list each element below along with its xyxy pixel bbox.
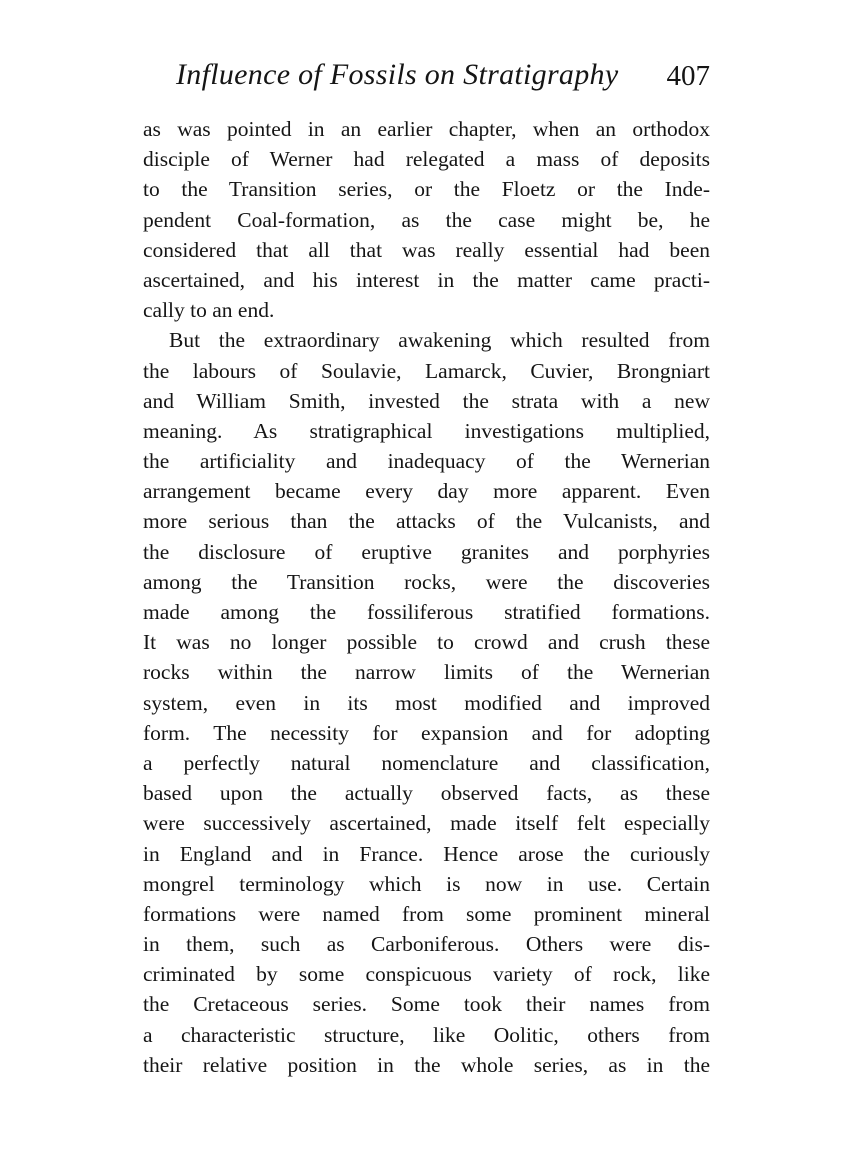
text-line: as was pointed in an earlier chapter, when an orthodox (143, 117, 710, 141)
text-line: and William Smith, invested the strata with a new (143, 388, 710, 413)
text-line: rocks within the narrow limits of the Wernerian (143, 660, 710, 685)
text-line: disciple of Werner had relegated a mass of deposits (143, 147, 710, 172)
text-line: arrangement became every day more apparent. Even (143, 479, 710, 504)
text-line: It was no longer possible to crowd and crush these (143, 630, 710, 655)
running-title: Influence of Fossils on Stratigraphy (176, 58, 619, 91)
text-line: form. The necessity for expansion and for adopting (143, 720, 710, 745)
text-line (143, 1080, 710, 1110)
text-line: pendent Coal-formation, as the case might be, he (143, 207, 710, 232)
text-line: more serious than the attacks of the Vulcanists, and (143, 509, 710, 534)
text-line: were successively ascertained, made itself felt especially (143, 811, 710, 836)
text-line: the disclosure of eruptive granites and porphyries (143, 539, 710, 564)
text-line: criminated by some conspicuous variety of rock, like (143, 962, 710, 987)
text-line (143, 1110, 710, 1140)
text-line: cally to an end. (143, 298, 275, 323)
text-line: system, even in its most modified and improved (143, 690, 710, 715)
text-line: to the Transition series, or the Floetz or the Inde- (143, 177, 710, 202)
text-line: But the extraordinary awakening which resulted from (169, 328, 710, 353)
text-line: among the Transition rocks, were the discoveries (143, 569, 710, 594)
text-line: in them, such as Carboniferous. Others were dis- (143, 932, 710, 957)
paragraph-continued (143, 114, 710, 325)
text-line: in England and in France. Hence arose the curiously (143, 841, 710, 866)
text-line: ascertained, and his interest in the matter came practi- (143, 267, 710, 292)
text-line: the Cretaceous series. Some took their names from (143, 992, 710, 1017)
text-line: a perfectly natural nomenclature and classification, (143, 750, 710, 775)
paragraph (143, 325, 710, 1140)
text-line: mongrel terminology which is now in use. Certain (143, 871, 710, 896)
text-line: their relative position in the whole series, as in the (143, 1052, 710, 1077)
text-line: based upon the actually observed facts, as these (143, 781, 710, 806)
text-line: the labours of Soulavie, Lamarck, Cuvier, Brongniart (143, 358, 710, 383)
text-line: considered that all that was really essential had been (143, 237, 710, 262)
page-number: 407 (666, 60, 710, 92)
text-line: the artificiality and inadequacy of the Wernerian (143, 449, 710, 474)
body-text (143, 114, 710, 1140)
text-line: formations were named from some prominent mineral (143, 901, 710, 926)
text-line: a characteristic structure, like Oolitic, others from (143, 1022, 710, 1047)
text-line: meaning. As stratigraphical investigations multiplied, (143, 418, 710, 443)
text-line: made among the fossiliferous stratified formations. (143, 600, 710, 624)
running-head (176, 58, 710, 98)
